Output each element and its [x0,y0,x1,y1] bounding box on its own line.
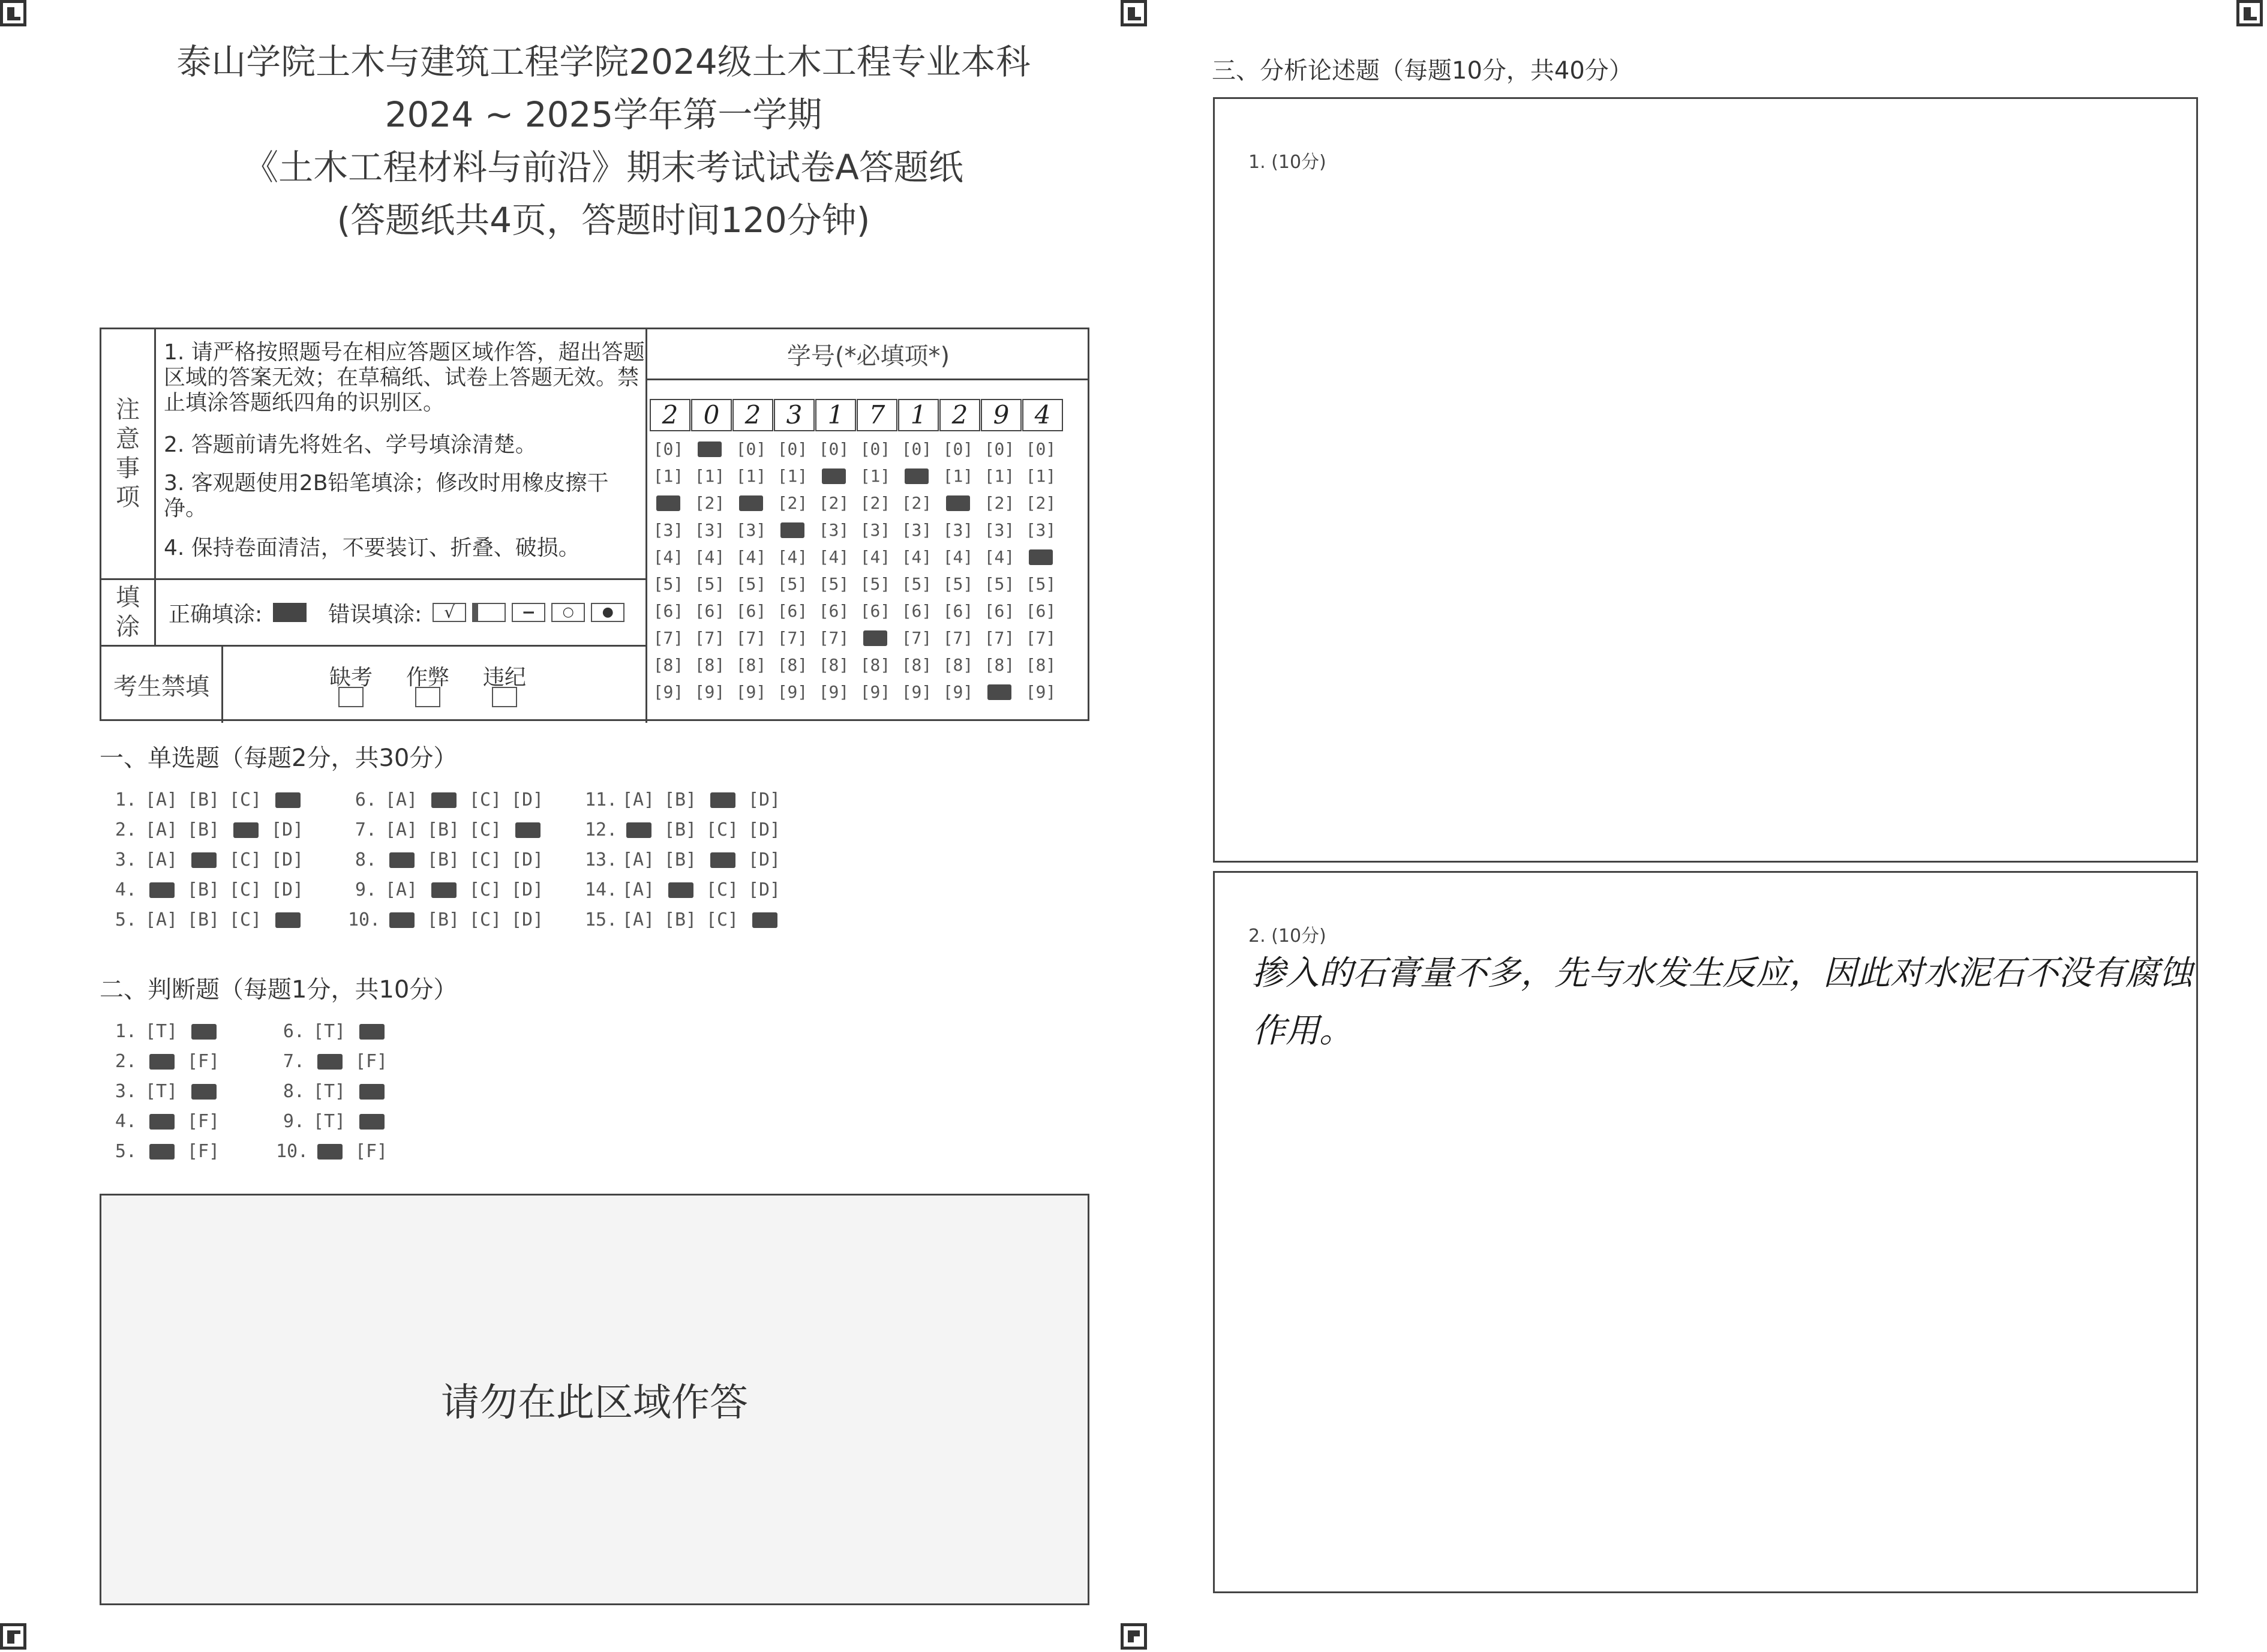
student-id-bubble[interactable]: [4] [653,547,684,567]
correct-fill-label: 正确填涂: [169,602,263,627]
student-id-bubble[interactable]: [0] [901,439,932,459]
single-choice-question [348,907,552,933]
student-id-bubble[interactable]: [3] [860,520,891,540]
question-number: 4. [115,879,137,900]
student-id-bubble[interactable]: [4] [777,547,808,567]
answer-bubble[interactable]: [D] [747,849,781,870]
student-id-bubble[interactable]: [7] [818,628,849,648]
question-number: 7. [283,1051,305,1072]
answer-bubble[interactable]: [C] [229,849,262,870]
answer-bubble[interactable] [354,1079,389,1105]
true-false-question [108,1019,228,1045]
answer-bubble[interactable]: [F] [187,1111,220,1132]
wrong-fill-circle: ○ [551,603,585,622]
answer-bubble[interactable]: [C] [705,909,739,930]
answer-bubble[interactable]: [F] [355,1051,388,1072]
question-number: 12. [585,819,618,840]
answer-bubble[interactable] [426,877,461,903]
single-choice-question [108,817,312,843]
answer-bubble[interactable]: [D] [511,789,544,810]
student-id-bubble[interactable]: [8] [818,655,849,675]
notice-item-1: 1. 请严格按照题号在相应答题区域作答，超出答题区域的答案无效；在草稿纸、试卷上答题无效。禁止填涂答题纸四角的识别区。 [164,340,645,415]
question-number: 8. [283,1081,305,1102]
forbidden-cheat-checkbox[interactable] [415,687,440,707]
answer-bubble[interactable]: [C] [229,789,262,810]
forbidden-violation-checkbox[interactable] [492,687,517,707]
true-false-question [108,1139,228,1165]
analysis-q1-label: 1. (10分) [1248,152,1326,173]
answer-bubble[interactable]: [A] [145,909,178,930]
single-choice-question [585,787,789,813]
forbidden-absent-checkbox[interactable] [338,687,364,707]
student-id-bubble[interactable]: [3] [818,520,849,540]
student-id-bubble[interactable]: [5] [901,574,932,594]
answer-bubble[interactable]: [C] [469,909,502,930]
answer-bubble[interactable]: [A] [385,819,418,840]
wrong-fill-dash: − [512,603,545,622]
student-id-bubble[interactable]: [5] [984,574,1015,594]
student-id-bubble[interactable]: [1] [777,466,808,486]
answer-bubble[interactable]: [B] [187,789,220,810]
student-id-bubble[interactable]: [9] [777,682,808,702]
answer-bubble[interactable]: [B] [663,819,697,840]
answer-bubble[interactable] [621,817,656,843]
student-id-bubble[interactable]: [3] [735,520,767,540]
answer-bubble[interactable]: [D] [747,789,781,810]
answer-bubble[interactable]: [D] [511,849,544,870]
student-id-bubble[interactable] [815,464,852,488]
question-number: 3. [115,849,137,870]
true-false-question [276,1049,396,1075]
student-id-bubble[interactable]: [3] [694,520,725,540]
question-number: 4. [115,1111,137,1132]
corner-marker-top-right [2236,0,2263,26]
student-id-bubble[interactable]: [9] [860,682,891,702]
answer-bubble[interactable]: [B] [427,849,460,870]
wrong-fill-check: √ [433,603,466,622]
exam-title-line-2: 2024 ~ 2025学年第一学期 [385,94,822,135]
student-id-bubble[interactable]: [4] [818,547,849,567]
student-id-bubble[interactable]: [8] [860,655,891,675]
student-id-bubble[interactable]: [0] [1025,439,1056,459]
analysis-q2-answer-line-2: 作用。 [1252,1011,1353,1050]
student-id-bubble[interactable]: [9] [735,682,767,702]
single-choice-question [108,847,312,873]
answer-bubble[interactable]: [C] [469,849,502,870]
student-id-bubble[interactable]: [6] [818,601,849,621]
corner-marker-top-left [0,0,26,26]
answer-bubble[interactable]: [C] [229,879,262,900]
student-id-bubble[interactable]: [8] [1025,655,1056,675]
student-id-bubble[interactable]: [9] [653,682,684,702]
forbidden-cheat-label: 作弊 [406,665,449,690]
answer-bubble[interactable]: [D] [271,879,304,900]
question-number: 10. [276,1141,309,1162]
student-id-bubble[interactable]: [1] [984,466,1015,486]
answer-bubble[interactable] [186,847,221,873]
student-id-bubble[interactable]: [8] [653,655,684,675]
student-id-bubble[interactable]: [5] [653,574,684,594]
notice-item-4: 4. 保持卷面清洁，不要装订、折叠、破损。 [164,536,580,560]
student-id-bubble[interactable]: [4] [901,547,932,567]
student-id-bubble[interactable]: [9] [942,682,974,702]
question-number: 9. [283,1111,305,1132]
single-choice-question [585,877,789,903]
answer-bubble[interactable]: [A] [385,879,418,900]
answer-bubble[interactable]: [C] [705,819,739,840]
answer-bubble[interactable] [384,907,419,933]
question-number: 6. [283,1021,305,1042]
student-id-bubble[interactable] [774,518,811,542]
question-number: 5. [115,1141,137,1162]
answer-bubble[interactable] [510,817,545,843]
student-id-bubble[interactable]: [8] [984,655,1015,675]
student-id-bubble[interactable]: [7] [901,628,932,648]
single-choice-question [585,907,789,933]
student-id-bubble[interactable]: [5] [818,574,849,594]
student-id-bubble[interactable]: [8] [735,655,767,675]
answer-bubble[interactable]: [T] [145,1081,178,1102]
student-id-digit-box[interactable]: 3 [774,399,815,431]
student-id-bubble[interactable]: [6] [984,601,1015,621]
student-id-bubble[interactable]: [0] [777,439,808,459]
student-id-bubble[interactable]: [8] [901,655,932,675]
forbidden-label: 考生禁填 [113,673,209,701]
student-id-bubble[interactable]: [3] [901,520,932,540]
answer-bubble[interactable] [663,877,698,903]
analysis-title: 三、分析论述题（每题10分，共40分） [1212,57,1633,85]
notice-label: 注 意 事 项 [116,395,140,512]
fill-example-row [169,580,630,645]
answer-bubble[interactable]: [T] [313,1021,346,1042]
student-id-bubble[interactable]: [1] [694,466,725,486]
answer-bubble[interactable]: [D] [747,879,781,900]
forbidden-absent-label: 缺考 [329,665,373,690]
wrong-fill-dot: ● [591,603,624,622]
true-false-question [276,1139,396,1165]
student-id-bubble[interactable]: [7] [694,628,725,648]
student-id-bubble[interactable]: [4] [942,547,974,567]
answer-bubble[interactable]: [B] [187,879,220,900]
answer-bubble[interactable] [384,847,419,873]
question-number: 15. [585,909,618,930]
student-id-bubble[interactable]: [0] [942,439,974,459]
question-number: 2. [115,819,137,840]
answer-bubble[interactable] [144,1109,179,1135]
student-id-bubble[interactable]: [3] [984,520,1015,540]
student-id-digit-box[interactable]: 9 [981,399,1022,431]
student-id-bubble[interactable]: [6] [653,601,684,621]
answer-bubble[interactable] [426,787,461,813]
student-id-bubble[interactable]: [1] [735,466,767,486]
student-id-bubble[interactable]: [7] [984,628,1015,648]
single-choice-question [348,787,552,813]
student-id-bubble[interactable]: [6] [1025,601,1056,621]
question-number: 2. [115,1051,137,1072]
answer-bubble[interactable]: [C] [229,909,262,930]
question-number: 7. [355,819,377,840]
answer-bubble[interactable]: [C] [469,879,502,900]
student-id-bubble[interactable] [939,491,977,515]
student-id-bubble[interactable]: [8] [694,655,725,675]
answer-bubble[interactable] [186,1019,221,1045]
corner-marker-bottom-left [0,1623,26,1650]
answer-bubble[interactable]: [D] [271,849,304,870]
student-id-digit-box[interactable]: 2 [939,399,980,431]
answer-bubble[interactable]: [D] [747,819,781,840]
answer-bubble[interactable]: [B] [427,819,460,840]
answer-bubble[interactable]: [A] [385,789,418,810]
student-id-bubble[interactable]: [9] [818,682,849,702]
answer-bubble[interactable] [144,1139,179,1165]
true-false-question [108,1049,228,1075]
student-id-bubble[interactable]: [5] [694,574,725,594]
answer-bubble[interactable] [270,787,305,813]
true-false-question [276,1019,396,1045]
forbidden-violation-label: 违纪 [482,665,526,690]
answer-bubble[interactable] [354,1019,389,1045]
single-choice-question [585,847,789,873]
answer-bubble[interactable]: [B] [663,849,697,870]
notice-item-2: 2. 答题前请先将姓名、学号填涂清楚。 [164,432,537,457]
student-id-bubble[interactable]: [4] [735,547,767,567]
notice-item-3: 3. 客观题使用2B铅笔填涂；修改时用橡皮擦干净。 [164,471,609,521]
student-id-bubble[interactable]: [7] [735,628,767,648]
answer-bubble[interactable]: [A] [621,909,655,930]
student-id-bubble[interactable]: [0] [984,439,1015,459]
student-id-bubble[interactable]: [8] [942,655,974,675]
student-id-bubble[interactable]: [6] [735,601,767,621]
student-id-bubble[interactable]: [8] [777,655,808,675]
question-number: 1. [115,789,137,810]
answer-bubble[interactable]: [A] [145,789,178,810]
student-id-bubble[interactable]: [0] [818,439,849,459]
student-id-bubble[interactable]: [6] [942,601,974,621]
student-id-bubble[interactable]: [6] [901,601,932,621]
single-choice-question [348,877,552,903]
single-choice-title: 一、单选题（每题2分，共30分） [100,744,458,772]
question-number: 8. [355,849,377,870]
true-false-question [108,1109,228,1135]
answer-bubble[interactable]: [A] [145,849,178,870]
single-choice-question [585,817,789,843]
student-id-bubble[interactable]: [4] [984,547,1015,567]
student-id-bubble[interactable]: [5] [777,574,808,594]
single-choice-question [108,907,312,933]
true-false-question [276,1079,396,1105]
single-choice-question [348,847,552,873]
student-id-bubble[interactable]: [7] [777,628,808,648]
answer-bubble[interactable] [186,1079,221,1105]
no-answer-zone: 请勿在此区域作答 [100,1194,1089,1605]
student-id-bubble[interactable]: [3] [653,520,684,540]
answer-bubble[interactable]: [T] [313,1111,346,1132]
answer-bubble[interactable] [312,1139,347,1165]
answer-bubble[interactable]: [B] [663,789,697,810]
answer-bubble[interactable]: [A] [621,789,655,810]
student-id-bubble[interactable]: [0] [735,439,767,459]
answer-bubble[interactable]: [B] [187,819,220,840]
student-id-bubble[interactable]: [3] [1025,520,1056,540]
single-choice-question [108,787,312,813]
question-number: 10. [348,909,381,930]
question-number: 14. [585,879,618,900]
answer-bubble[interactable]: [T] [145,1021,178,1042]
student-id-bubble[interactable]: [5] [1025,574,1056,594]
answer-bubble[interactable]: [B] [187,909,220,930]
answer-bubble[interactable]: [C] [705,879,739,900]
true-false-title: 二、判断题（每题1分，共10分） [100,976,458,1004]
answer-bubble[interactable] [228,817,263,843]
answer-bubble[interactable] [354,1109,389,1135]
student-id-bubble[interactable]: [2] [818,493,849,513]
student-id-bubble[interactable]: [1] [653,466,684,486]
student-id-bubble[interactable]: [2] [1025,493,1056,513]
answer-bubble[interactable] [144,1049,179,1075]
student-id-bubble[interactable]: [9] [901,682,932,702]
single-choice-question [348,817,552,843]
question-number: 9. [355,879,377,900]
answer-bubble[interactable] [144,877,179,903]
corner-marker-top-center [1121,0,1147,26]
student-id-bubble[interactable] [981,680,1018,704]
student-id-bubble[interactable]: [5] [735,574,767,594]
answer-bubble[interactable] [312,1049,347,1075]
answer-bubble[interactable]: [D] [271,819,304,840]
wrong-fill-label: 错误填涂: [328,602,422,627]
student-id-bubble[interactable]: [5] [860,574,891,594]
student-id-bubble[interactable] [691,437,728,461]
student-id-bubble[interactable]: [2] [860,493,891,513]
answer-bubble[interactable]: [A] [621,849,655,870]
corner-marker-bottom-center [1121,1623,1147,1650]
answer-bubble[interactable] [705,787,740,813]
student-id-bubble[interactable] [1022,545,1059,569]
analysis-q1-box[interactable] [1213,97,2198,863]
student-id-bubble[interactable] [898,464,935,488]
student-id-digit-box[interactable]: 2 [650,399,690,431]
answer-bubble[interactable]: [T] [313,1081,346,1102]
wrong-fill-half [472,603,506,622]
student-id-digit-box[interactable]: 2 [732,399,773,431]
exam-title-line-4: (答题纸共4页，答题时间120分钟) [337,200,870,241]
single-choice-question [108,877,312,903]
question-number: 3. [115,1081,137,1102]
student-id-bubble[interactable]: [1] [860,466,891,486]
question-number: 13. [585,849,618,870]
answer-bubble[interactable]: [C] [469,819,502,840]
student-id-bubble[interactable]: [2] [777,493,808,513]
student-id-bubble[interactable]: [4] [860,547,891,567]
answer-bubble[interactable]: [F] [187,1141,220,1162]
student-id-digit-box[interactable]: 7 [857,399,897,431]
answer-bubble[interactable]: [F] [187,1051,220,1072]
student-id-bubble[interactable] [732,491,770,515]
student-id-bubble[interactable]: [6] [777,601,808,621]
analysis-q2-label: 2. (10分) [1248,926,1326,947]
student-id-bubble[interactable] [857,626,894,650]
student-id-bubble[interactable]: [0] [653,439,684,459]
student-id-bubble[interactable]: [4] [694,547,725,567]
answer-bubble[interactable] [270,907,305,933]
student-id-bubble[interactable]: [2] [694,493,725,513]
student-id-title: 学号(*必填项*) [786,342,950,370]
student-id-bubble[interactable]: [9] [694,682,725,702]
student-id-bubble[interactable]: [7] [942,628,974,648]
answer-bubble[interactable]: [F] [355,1141,388,1162]
fill-label: 填 涂 [116,584,140,641]
exam-title-line-1: 泰山学院土木与建筑工程学院2024级土木工程专业本科 [176,41,1031,82]
student-id-bubble[interactable]: [2] [901,493,932,513]
answer-bubble[interactable] [747,907,782,933]
student-id-bubble[interactable]: [5] [942,574,974,594]
exam-title-line-3: 《土木工程材料与前沿》期末考试试卷A答题纸 [244,147,963,188]
student-id-bubble[interactable]: [9] [1025,682,1056,702]
student-id-bubble[interactable]: [0] [860,439,891,459]
question-number: 11. [585,789,618,810]
answer-bubble[interactable] [705,847,740,873]
correct-fill-swatch [273,603,307,622]
true-false-question [108,1079,228,1105]
analysis-q2-answer-line-1: 掺入的石膏量不多，先与水发生反应，因此对水泥石不没有腐蚀 [1252,954,2193,993]
answer-bubble[interactable]: [A] [145,819,178,840]
answer-bubble[interactable]: [B] [427,909,460,930]
answer-bubble[interactable]: [D] [511,909,544,930]
student-id-digit-box[interactable]: 1 [898,399,939,431]
true-false-question [276,1109,396,1135]
student-id-bubble[interactable] [650,491,687,515]
student-id-bubble[interactable]: [2] [984,493,1015,513]
answer-bubble[interactable]: [A] [621,879,655,900]
student-id-bubble[interactable]: [7] [1025,628,1056,648]
student-id-bubble[interactable]: [1] [1025,466,1056,486]
student-id-bubble[interactable]: [6] [694,601,725,621]
analysis-q2-box[interactable] [1213,871,2198,1593]
answer-bubble[interactable]: [B] [663,909,697,930]
answer-bubble[interactable]: [D] [511,879,544,900]
student-id-digit-box[interactable]: 4 [1022,399,1063,431]
question-number: 5. [115,909,137,930]
question-number: 6. [355,789,377,810]
answer-bubble[interactable]: [C] [469,789,502,810]
student-id-bubble[interactable]: [1] [942,466,974,486]
student-id-digit-box[interactable]: 1 [815,399,856,431]
student-id-digit-box[interactable]: 0 [691,399,732,431]
info-table [100,328,1089,721]
student-id-bubble[interactable]: [7] [653,628,684,648]
student-id-bubble[interactable]: [3] [942,520,974,540]
question-number: 1. [115,1021,137,1042]
student-id-bubble[interactable]: [6] [860,601,891,621]
